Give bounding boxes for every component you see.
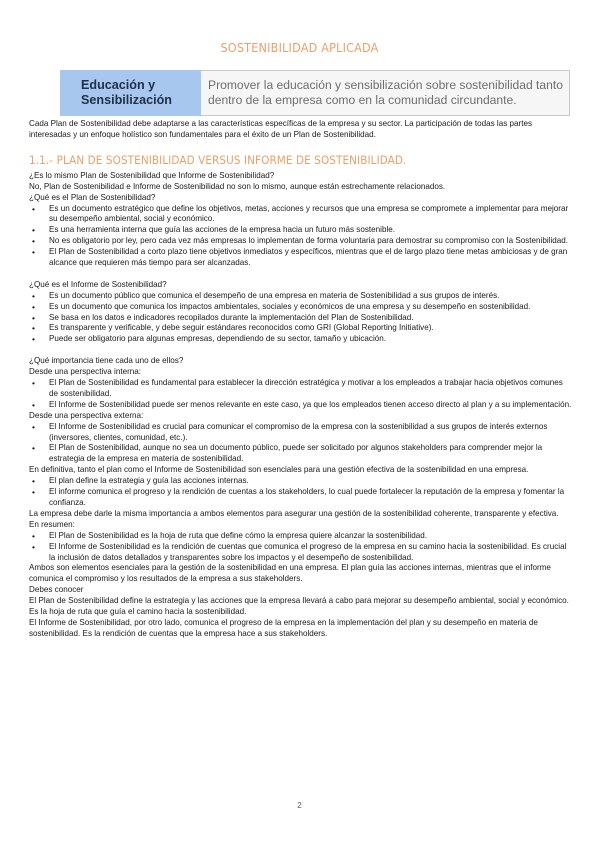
list-item: • Es un documento público que comunica el desempeño de una empresa en materia de Sostenibilidad a sus grupos de interés. [29, 291, 574, 302]
question-informe: ¿Qué es el Informe de Sostenibilidad? [29, 279, 167, 289]
definitiva-list [29, 476, 574, 509]
plan-list [29, 204, 574, 269]
importancia-paragraph: La empresa debe darle la misma importancia a ambos elementos para asegurar una gestión de la sostenibilidad coherente, transparente y efectiva. [29, 508, 559, 518]
page-number: 2 [297, 801, 302, 810]
list-item: • Es un documento estratégico que define los objetivos, metas, acciones y recursos que una empresa se compromete a implementar para mejorar su desempeño ambiental, social y económico. [29, 204, 574, 226]
banner-label: Educación y Sensibilización [60, 70, 201, 116]
list-item: • Es un documento que comunica los impactos ambientales, sociales y económicos de una empresa y su desempeño en sostenibilidad. [29, 302, 574, 313]
informe-define-paragraph: El Informe de Sostenibilidad, por otro lado, comunica el progreso de la empresa en la implementación del plan y su desempeño en materia de sostenibilidad. Es la rendición de cuentas que la empresa hace a sus stakeholders. [29, 617, 538, 638]
resumen-label: En resumen: [29, 519, 75, 529]
list-item: • Puede ser obligatorio para algunas empresas, dependiendo de su sector, tamaño y ubicación. [29, 334, 574, 345]
perspectiva-externa-label: Desde una perspectiva externa: [29, 410, 144, 420]
section-heading: 1.1.- PLAN DE SOSTENIBILIDAD VERSUS INFORME DE SOSTENIBILIDAD. [29, 152, 407, 167]
interna-list [29, 378, 574, 411]
list-item: • El Plan de Sostenibilidad, aunque no sea un documento público, puede ser solicitado por algunos stakeholders para comprender mejor la estrategia de la empresa en materia de sostenibilidad. [29, 443, 574, 465]
info-banner [60, 70, 570, 116]
question-same: ¿Es lo mismo Plan de Sostenibilidad que Informe de Sostenibilidad? [29, 170, 275, 180]
list-item: • El Informe de Sostenibilidad es la rendición de cuentas que comunica el progreso de la empresa en su camino hacia la sostenibilidad. Es crucial la inclusión de datos detallados y transparentes sobre los impactos y el desempeño de sostenibilidad. [29, 542, 574, 564]
list-item: • El informe comunica el progreso y la rendición de cuentas a los stakeholders, lo cual puede fortalecer la reputación de la empresa y fomentar la confianza. [29, 487, 574, 509]
list-item: • El Informe de Sostenibilidad es crucial para comunicar el compromiso de la empresa con la sostenibilidad a sus grupos de interés externos (inversores, clientes, comunidad, etc.). [29, 422, 574, 444]
document-body [29, 119, 574, 640]
definitiva-paragraph: En definitiva, tanto el plan como el Informe de Sostenibilidad son esenciales para una gestión efectiva de la sostenibilidad en una empresa. [29, 465, 529, 475]
question-importancia: ¿Qué importancia tiene cada uno de ellos? [29, 356, 184, 366]
plan-define-paragraph: El Plan de Sostenibilidad define la estrategia y las acciones que la empresa llevará a cabo para mejorar su desempeño ambiental, social y económico. Es la hoja de ruta que guía el camino hacia la sostenibilidad. [29, 596, 569, 617]
list-item: • El Plan de Sostenibilidad es la hoja de ruta que define cómo la empresa quiere alcanzar la sostenibilidad. [29, 531, 574, 542]
list-item: • Se basa en los datos e indicadores recopilados durante la implementación del Plan de Sostenibilidad. [29, 313, 574, 324]
list-item: • El plan define la estrategia y guía las acciones internas. [29, 476, 574, 487]
informe-list [29, 291, 574, 346]
list-item: • El Plan de Sostenibilidad a corto plazo tiene objetivos inmediatos y específicos, mientras que el de largo plazo tiene metas ambiciosas y de gran alcance que requieren más tiempo para ser alcanzadas. [29, 247, 574, 269]
list-item: • Es transparente y verificable, y debe seguir estándares reconocidos como GRI (Global Reporting Initiative). [29, 323, 574, 334]
debes-conocer-label: Debes conocer [29, 585, 84, 595]
resumen-list [29, 531, 574, 564]
page-title: SOSTENIBILIDAD APLICADA [220, 40, 379, 55]
answer-same: No, Plan de Sostenibilidad e Informe de Sostenibilidad no son lo mismo, aunque están estrechamente relacionados. [29, 181, 446, 191]
intro-paragraph: Cada Plan de Sostenibilidad debe adaptarse a las características específicas de la empresa y su sector. La participación de todas las partes interesadas y un enfoque holístico son fundamentales para el éxito de un Plan de Sostenibilidad. [29, 119, 533, 139]
externa-list [29, 422, 574, 466]
perspectiva-interna-label: Desde una perspectiva interna: [29, 367, 142, 377]
ambos-paragraph: Ambos son elementos esenciales para la gestión de la sostenibilidad en una empresa. El plan guía las acciones internas, mientras que el informe comunica el compromiso y los resultados de la empresa a sus stakeholders. [29, 563, 551, 584]
banner-description: Promover la educación y sensibilización sobre sostenibilidad tanto dentro de la empresa como en la comunidad circundante. [201, 70, 570, 116]
question-plan: ¿Qué es el Plan de Sostenibilidad? [29, 192, 156, 202]
list-item: • No es obligatorio por ley, pero cada vez más empresas lo implementan de forma voluntaria para demostrar su compromiso con la Sostenibilidad. [29, 236, 574, 247]
list-item: • Es una herramienta interna que guía las acciones de la empresa hacia un futuro más sostenible. [29, 225, 574, 236]
list-item: • El Plan de Sostenibilidad es fundamental para establecer la dirección estratégica y motivar a los empleados a trabajar hacia objetivos comunes de sostenibilidad. [29, 378, 574, 400]
list-item: • El Informe de Sostenibilidad puede ser menos relevante en este caso, ya que los empleados tienen acceso directo al plan y a su implementación. [29, 400, 574, 411]
